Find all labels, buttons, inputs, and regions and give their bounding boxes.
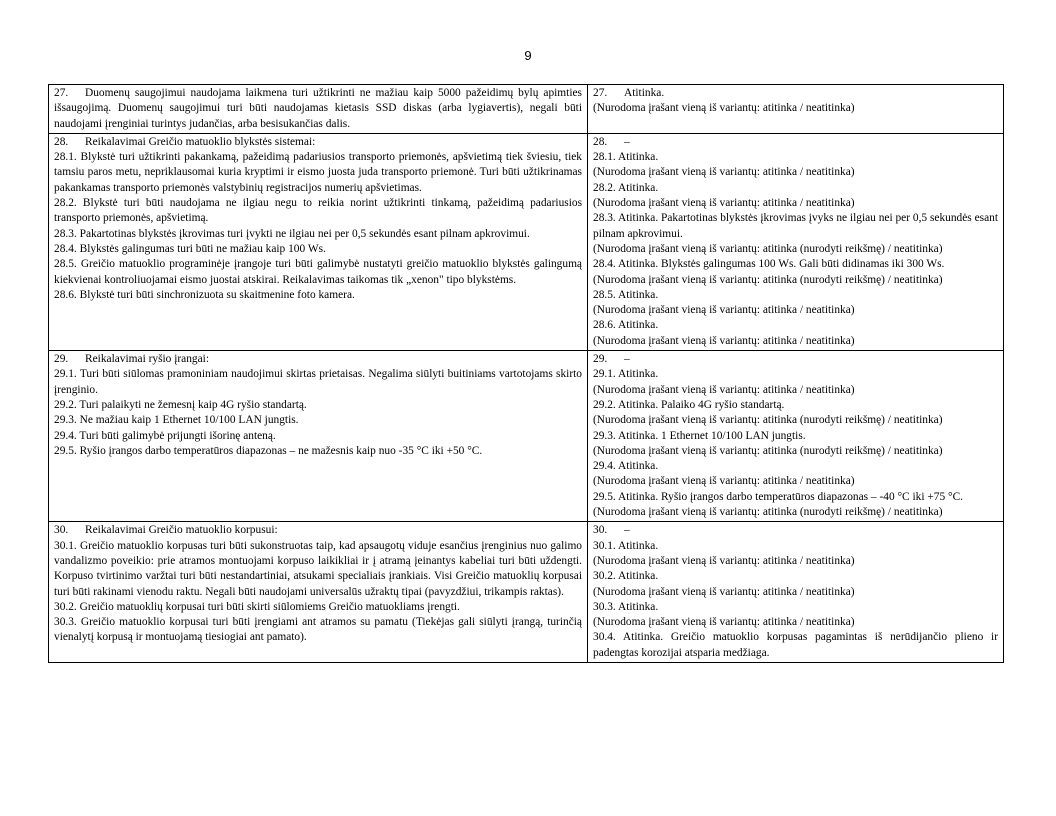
requirement-heading [54,86,582,132]
answer-item: 30.4. Atitinka. Greičio matuoklio korpusas pagamintas iš nerūdijančio plieno ir padengtas korozijai atsparia medžiaga. [593,631,998,659]
answer-item: 28.6. Atitinka. [593,319,659,332]
answer-heading [593,86,998,101]
item-text: – [624,524,630,537]
answer-item: 28.3. Atitinka. Pakartotinas blykstės įkrovimas įvyks ne ilgiau nei per 0,5 sekundės esant pilnam apkrovimui. [593,212,998,240]
answer-item: 28.4. Atitinka. Blykstės galingumas 100 Ws. Gali būti didinamas iki 300 Ws. [593,258,945,271]
answer-item: (Nurodoma įrašant vieną iš variantų: atitinka / neatitinka) [593,334,855,347]
requirement-cell [49,85,588,134]
item-number: 30. [593,524,608,537]
requirement-cell [49,133,588,350]
answer-item: (Nurodoma įrašant vieną iš variantų: atitinka / neatitinka) [593,102,855,115]
requirement-item: 30.3. Greičio matuoklio korpusai turi būti įrengiami ant atramos su pamatu (Tiekėjas gali siūlyti įrangą, turinčią vienalytį korpusą ir montuojamą tiesiogiai ant pamato). [54,616,582,644]
answer-heading [593,523,998,538]
requirement-item: 28.3. Pakartotinas blykstės įkrovimas turi įvykti ne ilgiau nei per 0,5 sekundės esant pilnam apkrovimui. [54,227,530,240]
answer-item: (Nurodoma įrašant vieną iš variantų: atitinka (nurodyti reikšmę) / neatitinka) [593,444,943,457]
item-text: – [624,353,630,366]
answer-item: 28.2. Atitinka. [593,181,659,194]
answer-item: (Nurodoma įrašant vieną iš variantų: atitinka (nurodyti reikšmę) / neatitinka) [593,242,943,255]
item-number: 29. [54,353,69,366]
requirement-item: 29.2. Turi palaikyti ne žemesnį kaip 4G ryšio standartą. [54,398,307,411]
table-row [49,351,1004,522]
answer-item: 28.5. Atitinka. [593,288,659,301]
table-body [49,85,1004,663]
answer-item: 28.1. Atitinka. [593,151,659,164]
item-text: Reikalavimai ryšio įrangai: [85,353,209,366]
answer-item: (Nurodoma įrašant vieną iš variantų: atitinka / neatitinka) [593,475,855,488]
item-number: 27. [54,87,69,99]
answer-item: 30.3. Atitinka. [593,600,659,613]
requirement-item: 28.5. Greičio matuoklio programinėje įrangoje turi būti galimybė nustatyti greičio matuoklio blykstės galingumą kiekvienai kontroliuojamai eismo juostai atskirai. Reikalavimas taikomas tik „xenon" tipo blykstėms. [54,258,582,286]
answer-item: (Nurodoma įrašant vieną iš variantų: atitinka / neatitinka) [593,166,855,179]
item-number: 28. [54,135,69,148]
answer-item: (Nurodoma įrašant vieną iš variantų: atitinka (nurodyti reikšmę) / neatitinka) [593,414,943,427]
answer-item: 29.4. Atitinka. [593,460,659,473]
item-text: Reikalavimai Greičio matuoklio korpusui: [85,524,278,537]
table-row [49,133,1004,350]
table-row [49,85,1004,134]
answer-item: (Nurodoma įrašant vieną iš variantų: atitinka / neatitinka) [593,197,855,210]
item-number: 30. [54,524,69,537]
requirement-heading [54,135,582,150]
answer-item: 29.3. Atitinka. 1 Ethernet 10/100 LAN jungtis. [593,429,806,442]
answer-heading [593,135,998,150]
item-text: Atitinka. [624,87,665,99]
requirement-item: 29.5. Ryšio įrangos darbo temperatūros diapazonas – ne mažesnis kaip nuo -35 °C iki +50 °C. [54,444,483,457]
item-number: 27. [593,87,608,99]
requirement-item: 30.1. Greičio matuoklio korpusas turi būti sukonstruotas taip, kad apsaugotų viduje esančius įrenginius nuo galimo vandalizmo poveikio: prie atramos montuojami korpuso laikikliai ir į atramą įeinantys kabeliai turi būti uždengti. Korpuso tvirtinimo varžtai turi būti nestandartiniai, atsukami specialiais įrankiais. Visi Greičio matuoklių korpusai turi būti rakinami vienodu raktu. Negali būti naudojami universalūs užraktų tipai (pavyzdžiui, trikampis raktas). [54,539,582,598]
requirement-heading [54,523,582,538]
answer-item: 30.2. Atitinka. [593,570,659,583]
answer-item: (Nurodoma įrašant vieną iš variantų: atitinka / neatitinka) [593,554,855,567]
requirement-item: 28.1. Blykstė turi užtikrinti pakankamą, pažeidimą padariusios transporto priemonės, apšvietimą tiek šviesiu, tiek tamsiu paros metu, nepriklausomai kuria kryptimi ir eismo juosta juda transporto priemonė. Turi būti užtikrinamas pakankamas transporto priemonės valstybinių registracijos numerių apšvietimas. [54,151,582,194]
requirement-item: 30.2. Greičio matuoklių korpusai turi būti skirti siūlomiems Greičio matuokliams įrengti. [54,600,460,613]
answer-item: 29.1. Atitinka. [593,368,659,381]
answer-item: 29.2. Atitinka. Palaiko 4G ryšio standartą. [593,398,785,411]
answer-cell [588,522,1004,663]
requirement-item: 29.3. Ne mažiau kaip 1 Ethernet 10/100 LAN jungtis. [54,414,299,427]
answer-item: (Nurodoma įrašant vieną iš variantų: atitinka / neatitinka) [593,585,855,598]
requirement-item: 29.4. Turi būti galimybė prijungti išorinę anteną. [54,429,276,442]
item-number: 28. [593,135,608,148]
item-text: – [624,135,630,148]
page-number: 9 [524,48,532,63]
answer-item: 29.5. Atitinka. Ryšio įrangos darbo temperatūros diapazonas – -40 °C iki +75 °C. [593,490,964,503]
answer-item: (Nurodoma įrašant vieną iš variantų: atitinka (nurodyti reikšmę) / neatitinka) [593,506,943,519]
requirement-cell [49,522,588,663]
table-row [49,522,1004,663]
item-text: Reikalavimai Greičio matuoklio blykstės sistemai: [85,135,316,148]
answer-item: 30.1. Atitinka. [593,539,659,552]
requirement-item: 28.4. Blykstės galingumas turi būti ne mažiau kaip 100 Ws. [54,242,326,255]
answer-heading [593,352,998,367]
requirement-cell [49,351,588,522]
answer-cell [588,351,1004,522]
requirement-heading [54,352,582,367]
answer-cell [588,133,1004,350]
answer-item: (Nurodoma įrašant vieną iš variantų: atitinka (nurodyti reikšmę) / neatitinka) [593,273,943,286]
answer-cell [588,85,1004,134]
specification-table [48,84,1004,663]
requirement-item: 28.2. Blykstė turi būti naudojama ne ilgiau negu to reikia norint užtikrinti tinkamą, pažeidimą padariusios transporto priemonės, apšvietimą. [54,197,582,225]
item-text: Duomenų saugojimui naudojama laikmena turi užtikrinti ne mažiau kaip 5000 pažeidimų bylų apimties išsaugojimą. Duomenų saugojimui turi būti naudojamas kietasis SSD diskas (arba lygiavertis), negali būti naudojami įrenginiai turintys judančias, arba besisukančias dalis. [54,87,582,130]
answer-item: (Nurodoma įrašant vieną iš variantų: atitinka / neatitinka) [593,383,855,396]
answer-item: (Nurodoma įrašant vieną iš variantų: atitinka / neatitinka) [593,304,855,317]
requirement-item: 29.1. Turi būti siūlomas pramoniniam naudojimui skirtas prietaisas. Negalima siūlyti buitiniams vartotojams skirto įrenginio. [54,368,582,396]
item-number: 29. [593,353,608,366]
answer-item: (Nurodoma įrašant vieną iš variantų: atitinka / neatitinka) [593,616,855,629]
requirement-item: 28.6. Blykstė turi būti sinchronizuota su skaitmenine foto kamera. [54,288,355,301]
